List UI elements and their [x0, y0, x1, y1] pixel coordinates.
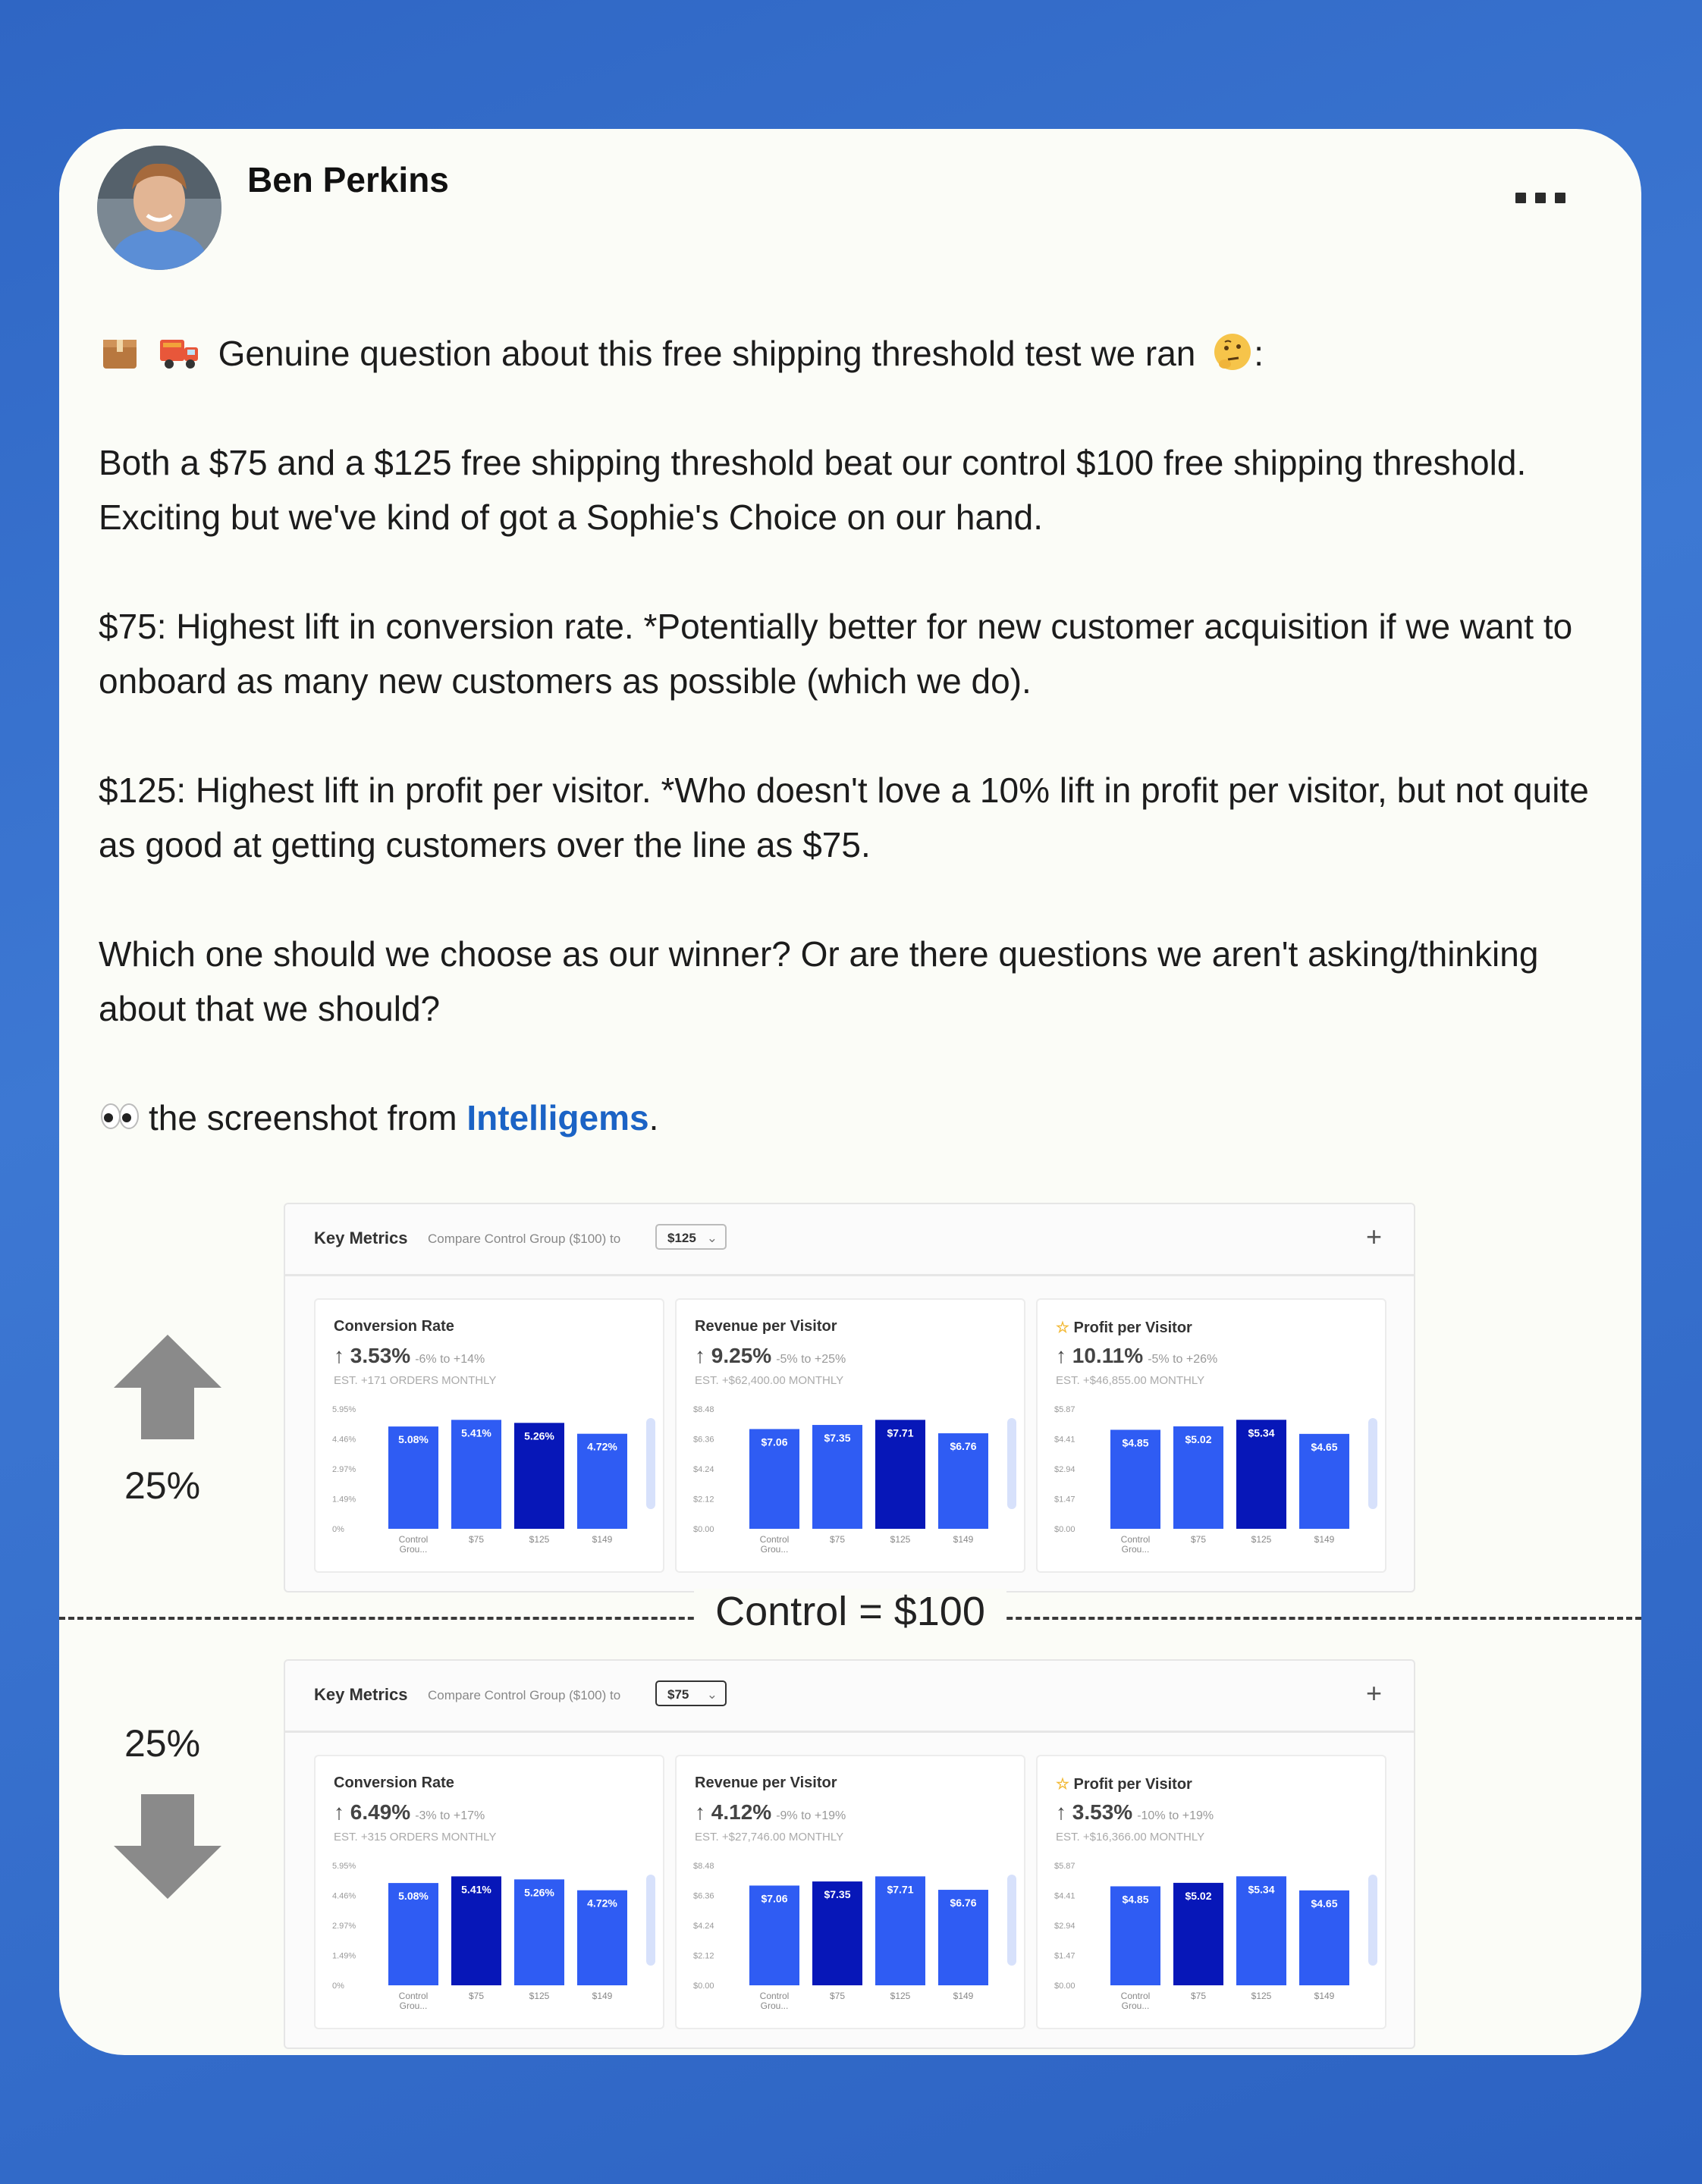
x-tick-label: Control	[1120, 1991, 1151, 2001]
metric-range: -5% to +26%	[1148, 1353, 1218, 1366]
bar-value-label: $6.76	[950, 1897, 977, 1909]
watermark-pill	[646, 1875, 655, 1966]
metric-title-text: Profit per Visitor	[1073, 1776, 1192, 1793]
compare-select[interactable]	[655, 1224, 727, 1250]
post-line-1-tail: :	[1254, 334, 1264, 373]
key-metrics-panel-top	[284, 1203, 1415, 1592]
author-name[interactable]: Ben Perkins	[247, 160, 449, 199]
post-line-1-text: Genuine question about this free shipping threshold test we ran	[218, 334, 1196, 373]
up-percent-label: 25%	[124, 1464, 201, 1507]
more-options-icon[interactable]	[1515, 193, 1565, 203]
key-metrics-panel-bottom	[284, 1659, 1415, 2049]
metric-value: ↑ 6.49% -3% to +17%	[334, 1800, 485, 1824]
compare-label: Compare Control Group ($100) to	[428, 1232, 621, 1246]
y-tick-label: $8.48	[693, 1405, 714, 1414]
x-tick-label: $125	[890, 1534, 911, 1545]
metric-estimate: EST. +$16,366.00 MONTHLY	[1056, 1831, 1205, 1844]
x-tick-label: Control	[1120, 1534, 1151, 1545]
y-tick-label: $6.36	[693, 1435, 714, 1445]
metric-range: -5% to +25%	[776, 1353, 846, 1366]
bar-value-label: $5.34	[1248, 1426, 1275, 1439]
bar-value-label: 5.41%	[461, 1426, 491, 1439]
compare-select[interactable]	[655, 1680, 727, 1706]
down-arrow-icon	[112, 1791, 223, 1902]
y-tick-label: $4.24	[693, 1922, 714, 1931]
metric-value-number: 4.12%	[711, 1800, 772, 1824]
metric-title: Revenue per Visitor	[695, 1318, 837, 1335]
metric-title-text: Profit per Visitor	[1073, 1320, 1192, 1336]
metric-title	[1056, 1318, 1192, 1337]
bar-value-label: $4.85	[1122, 1893, 1149, 1906]
y-tick-label: 4.46%	[332, 1891, 356, 1901]
metric-estimate: EST. +$27,746.00 MONTHLY	[695, 1831, 844, 1844]
star-icon: ☆	[1056, 1776, 1069, 1793]
add-metric-button[interactable]: +	[1365, 1677, 1382, 1709]
chevron-down-icon: ⌄	[706, 1687, 718, 1702]
bar-value-label: $7.35	[824, 1888, 851, 1901]
x-tick-label: $75	[829, 1534, 846, 1545]
panel-header	[285, 1661, 1414, 1733]
y-tick-label: $4.41	[1054, 1891, 1076, 1901]
x-tick-label: $125	[1251, 1991, 1272, 2001]
bar-value-label: 5.41%	[461, 1883, 491, 1896]
metric-card-revenue[interactable]	[675, 1298, 1025, 1573]
panel-title: Key Metrics	[314, 1228, 408, 1247]
y-tick-label: $0.00	[1054, 1982, 1076, 1991]
bar-value-label: 4.72%	[587, 1897, 617, 1909]
metric-value-number: 10.11%	[1072, 1344, 1144, 1367]
x-tick-label: Grou...	[1121, 1544, 1150, 1555]
y-tick-label: $2.94	[1054, 1465, 1076, 1474]
eyes-icon	[99, 1095, 141, 1138]
delivery-truck-icon	[159, 331, 201, 373]
metric-value: ↑ 9.25% -5% to +25%	[695, 1344, 846, 1367]
y-tick-label: $5.87	[1054, 1405, 1076, 1414]
x-tick-label: Grou...	[1121, 2000, 1150, 2011]
x-tick-label: $125	[529, 1534, 550, 1545]
y-tick-label: 0%	[332, 1525, 344, 1534]
metric-value-number: 3.53%	[1072, 1800, 1133, 1824]
bar-value-label: $7.06	[761, 1892, 788, 1905]
bar-chart	[1048, 1395, 1382, 1567]
x-tick-label: $149	[592, 1991, 613, 2001]
bar-value-label: $6.76	[950, 1440, 977, 1453]
x-tick-label: $125	[1251, 1534, 1272, 1545]
bar-chart	[326, 1395, 660, 1567]
metric-card-conversion[interactable]	[314, 1755, 664, 2029]
x-tick-label: $149	[592, 1534, 613, 1545]
metric-value: ↑ 4.12% -9% to +19%	[695, 1800, 846, 1824]
y-tick-label: 1.49%	[332, 1495, 356, 1505]
watermark-pill	[1368, 1875, 1377, 1966]
metric-title	[1056, 1774, 1192, 1793]
metric-estimate: EST. +171 ORDERS MONTHLY	[334, 1374, 497, 1387]
bar-value-label: $4.65	[1311, 1897, 1338, 1909]
compare-select-value: $75	[667, 1687, 689, 1702]
metric-estimate: EST. +$46,855.00 MONTHLY	[1056, 1374, 1205, 1387]
author-avatar[interactable]	[97, 146, 221, 270]
bar-value-label: $7.71	[887, 1883, 914, 1896]
bar-chart	[687, 1395, 1021, 1567]
y-tick-label: $6.36	[693, 1891, 714, 1901]
y-tick-label: $4.24	[693, 1465, 714, 1474]
post-body	[99, 326, 1616, 1200]
watermark-pill	[1368, 1418, 1377, 1509]
bar-value-label: 5.26%	[524, 1429, 554, 1442]
x-tick-label: $125	[890, 1991, 911, 2001]
bar-chart	[687, 1852, 1021, 2023]
bar-value-label: $5.34	[1248, 1883, 1275, 1896]
x-tick-label: $75	[1190, 1991, 1207, 2001]
y-tick-label: $1.47	[1054, 1951, 1076, 1961]
metric-value: ↑ 3.53% -10% to +19%	[1056, 1800, 1214, 1824]
y-tick-label: $5.87	[1054, 1862, 1076, 1871]
x-tick-label: Grou...	[760, 1544, 789, 1555]
y-tick-label: $1.47	[1054, 1495, 1076, 1505]
metric-range: -6% to +14%	[415, 1353, 485, 1366]
panel-title: Key Metrics	[314, 1685, 408, 1704]
x-tick-label: Grou...	[399, 2000, 428, 2011]
metric-range: -10% to +19%	[1137, 1809, 1214, 1822]
x-tick-label: Grou...	[399, 1544, 428, 1555]
intelligems-link[interactable]: Intelligems	[466, 1098, 649, 1138]
bar-value-label: 5.08%	[398, 1433, 429, 1446]
y-tick-label: $4.41	[1054, 1435, 1076, 1445]
y-tick-label: $2.94	[1054, 1922, 1076, 1931]
y-tick-label: $2.12	[693, 1495, 714, 1505]
x-tick-label: $149	[1314, 1534, 1335, 1545]
metric-estimate: EST. +315 ORDERS MONTHLY	[334, 1831, 497, 1844]
metric-card-revenue[interactable]	[675, 1755, 1025, 2029]
y-tick-label: 1.49%	[332, 1951, 356, 1961]
x-tick-label: Grou...	[760, 2000, 789, 2011]
down-percent-label: 25%	[124, 1722, 201, 1765]
bar-value-label: $5.02	[1185, 1432, 1212, 1445]
y-tick-label: 2.97%	[332, 1922, 356, 1931]
watermark-pill	[1007, 1418, 1016, 1509]
x-tick-label: $75	[468, 1991, 485, 2001]
star-icon: ☆	[1056, 1320, 1069, 1336]
bar-chart	[1048, 1852, 1382, 2023]
post-line-6	[99, 1090, 1616, 1145]
x-tick-label: $75	[468, 1534, 485, 1545]
post-paragraph-2: Both a $75 and a $125 free shipping threshold beat our control $100 free shipping threshold. Exciting but we've kind of got a Sophie's Choice on our hand.	[99, 443, 1527, 537]
metric-range: -9% to +19%	[776, 1809, 846, 1822]
chevron-down-icon: ⌄	[706, 1231, 718, 1245]
post-paragraph-3: $75: Highest lift in conversion rate. *Potentially better for new customer acquisition if we want to onboard as many new customers as possible (which we do).	[99, 607, 1573, 701]
y-tick-label: $0.00	[693, 1525, 714, 1534]
add-metric-button[interactable]: +	[1365, 1221, 1382, 1252]
y-tick-label: 5.95%	[332, 1405, 356, 1414]
y-tick-label: $0.00	[693, 1982, 714, 1991]
metric-card-profit[interactable]	[1036, 1298, 1386, 1573]
metric-value: ↑ 3.53% -6% to +14%	[334, 1344, 485, 1367]
metric-card-profit[interactable]	[1036, 1755, 1386, 2029]
bar-value-label: $5.02	[1185, 1889, 1212, 1902]
metric-value-number: 3.53%	[350, 1344, 411, 1367]
x-tick-label: $149	[953, 1991, 974, 2001]
metric-estimate: EST. +$62,400.00 MONTHLY	[695, 1374, 844, 1387]
metric-value-number: 9.25%	[711, 1344, 772, 1367]
x-tick-label: $149	[953, 1534, 974, 1545]
package-icon	[99, 331, 141, 373]
bar-value-label: $7.71	[887, 1426, 914, 1439]
x-tick-label: $149	[1314, 1991, 1335, 2001]
x-tick-label: Control	[398, 1534, 429, 1545]
metric-value-number: 6.49%	[350, 1800, 411, 1824]
x-tick-label: $125	[529, 1991, 550, 2001]
bar-value-label: 4.72%	[587, 1440, 617, 1453]
y-tick-label: $8.48	[693, 1862, 714, 1871]
x-tick-label: Control	[759, 1991, 790, 2001]
post-line-6-text: the screenshot from	[149, 1098, 457, 1138]
bar-chart	[326, 1852, 660, 2023]
bar-value-label: $4.85	[1122, 1436, 1149, 1449]
panel-header	[285, 1204, 1414, 1276]
metric-title: Conversion Rate	[334, 1318, 454, 1335]
control-label-text: Control = $100	[694, 1589, 1006, 1634]
post-paragraph-5: Which one should we choose as our winner? Or are there questions we aren't asking/thinking about that we should?	[99, 934, 1539, 1028]
y-tick-label: 5.95%	[332, 1862, 356, 1871]
bar-value-label: $7.06	[761, 1436, 788, 1448]
y-tick-label: $2.12	[693, 1951, 714, 1961]
x-tick-label: Control	[398, 1991, 429, 2001]
bar-value-label: $4.65	[1311, 1440, 1338, 1453]
metric-title: Conversion Rate	[334, 1774, 454, 1791]
post-paragraph-4: $125: Highest lift in profit per visitor. *Who doesn't love a 10% lift in profit per visitor, but not quite as good at getting customers over the line as $75.	[99, 770, 1589, 864]
watermark-pill	[1007, 1875, 1016, 1966]
watermark-pill	[646, 1418, 655, 1509]
metric-title: Revenue per Visitor	[695, 1774, 837, 1791]
metric-range: -3% to +17%	[415, 1809, 485, 1822]
bar-value-label: 5.08%	[398, 1890, 429, 1903]
y-tick-label: 4.46%	[332, 1435, 356, 1445]
x-tick-label: $75	[1190, 1534, 1207, 1545]
x-tick-label: Control	[759, 1534, 790, 1545]
thinking-face-icon	[1211, 331, 1254, 373]
bar-value-label: $7.35	[824, 1432, 851, 1445]
post-card	[59, 129, 1641, 2055]
compare-select-value: $125	[667, 1231, 696, 1245]
x-tick-label: $75	[829, 1991, 846, 2001]
y-tick-label: 2.97%	[332, 1465, 356, 1474]
up-arrow-icon	[112, 1332, 223, 1442]
post-line-1	[99, 326, 1616, 381]
y-tick-label: $0.00	[1054, 1525, 1076, 1534]
compare-label: Compare Control Group ($100) to	[428, 1688, 621, 1702]
control-label	[59, 1588, 1641, 1635]
post-line-6-end: .	[648, 1098, 659, 1138]
metric-value: ↑ 10.11% -5% to +26%	[1056, 1344, 1218, 1367]
bar-value-label: 5.26%	[524, 1886, 554, 1899]
metric-card-conversion[interactable]	[314, 1298, 664, 1573]
y-tick-label: 0%	[332, 1982, 344, 1991]
